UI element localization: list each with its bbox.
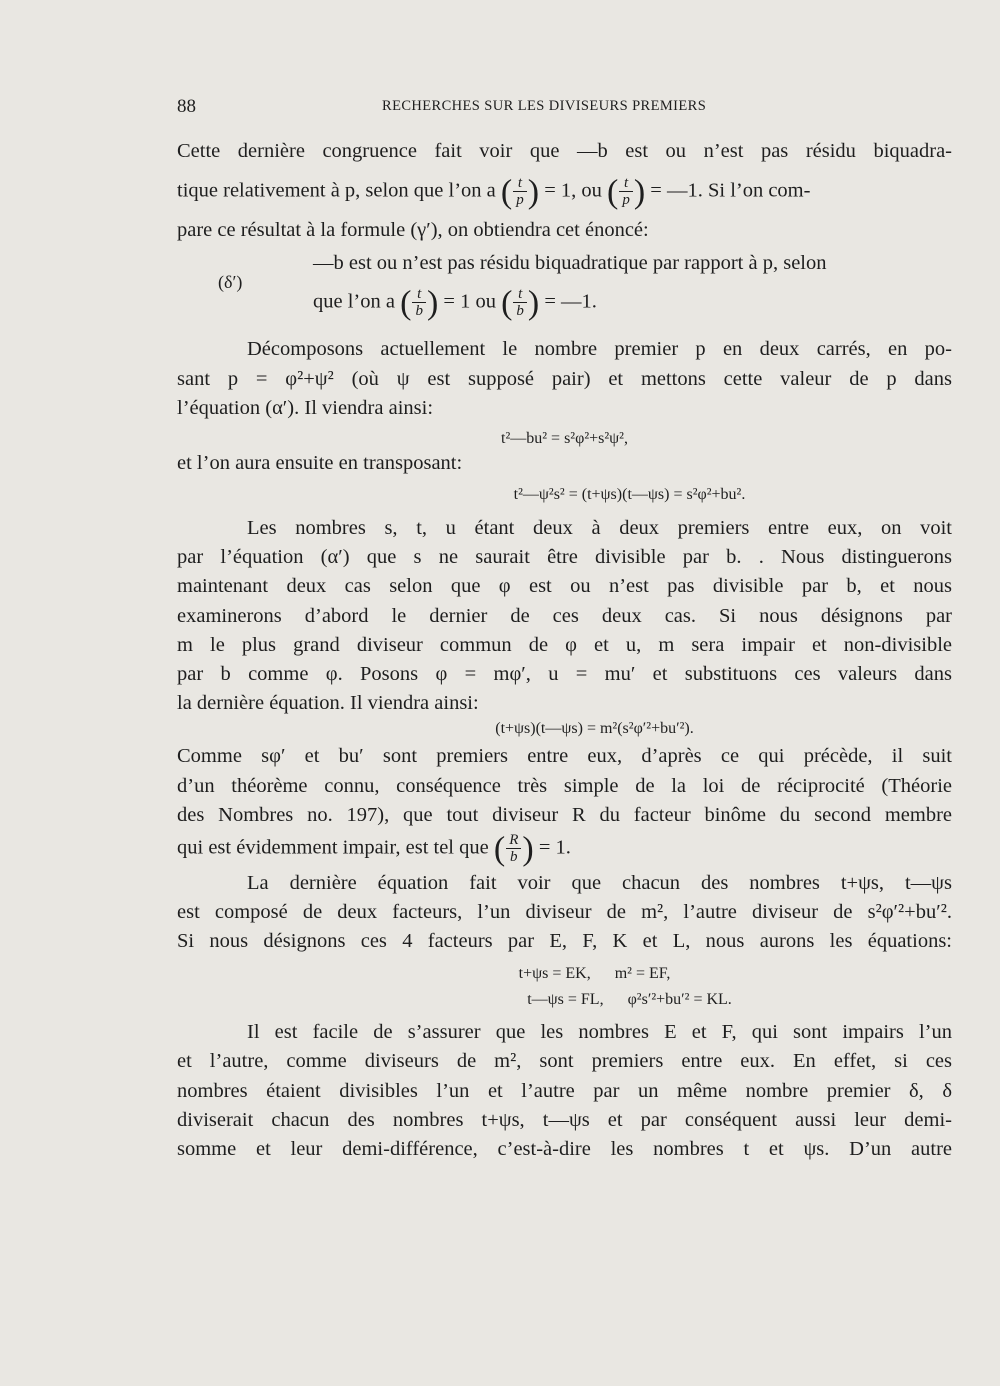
equation: (t+ψs)(t—ψs) = m²(s²φ′²+bu′²). — [495, 720, 694, 737]
text-span: = 1, ou — [544, 179, 602, 202]
equation: t²—bu² = s²φ²+s²ψ², — [501, 430, 628, 447]
theorem-line-with-fractions: que l’on a ( $\frac{t}{b}$ ) = 1 ou ( $\frac{t}{b}$ ) = —1. — [313, 284, 597, 322]
text-line-with-fraction: qui est évidemment impair, est tel que ( $\frac{R}{b}$ ) = 1. — [177, 830, 571, 868]
page-number: 88 — [177, 96, 196, 117]
text-line: examinerons d’abord le dernier de ces deux cas. Si nous désignons par — [177, 605, 952, 627]
fraction: $\frac{t}{b}$ — [412, 287, 426, 319]
fraction: $\frac{t}{p}$ — [513, 176, 527, 208]
running-title: RECHERCHES SUR LES DIVISEURS PREMIERS — [382, 98, 707, 114]
text-line: et l’autre, comme diviseurs de m², sont premiers entre eux. En effet, si ces — [177, 1050, 952, 1072]
text-line: l’équation (α′). Il viendra ainsi: — [177, 397, 434, 419]
text-line: sant p = φ²+ψ² (où ψ est supposé pair) et mettons cette valeur de p dans — [177, 368, 952, 390]
text-line: somme et leur demi-différence, c’est-à-dire les nombres t et ψs. D’un autre — [177, 1138, 952, 1160]
text-line-with-fractions: tique relativement à p, selon que l’on a ( $\frac{t}{p}$ ) = 1, ou ( $\frac{t}{p}$ ) = —1. Si l’on com- — [177, 173, 811, 211]
text-line: La dernière équation fait voir que chacun des nombres t+ψs, t—ψs — [247, 872, 952, 894]
text-line: est composé de deux facteurs, l’un diviseur de m², l’autre diviseur de s²φ′²+bu′². — [177, 901, 952, 923]
text-line: Décomposons actuellement le nombre premier p en deux carrés, en po- — [247, 338, 952, 360]
text-line: diviserait chacun des nombres t+ψs, t—ψs et par conséquent aussi leur demi- — [177, 1109, 952, 1131]
text-line: maintenant deux cas selon que φ est ou n’est pas divisible par b, et nous — [177, 575, 952, 597]
fraction: $\frac{t}{b}$ — [513, 287, 527, 319]
theorem-line: —b est ou n’est pas résidu biquadratique par rapport à p, selon — [313, 252, 827, 274]
text-line: pare ce résultat à la formule (γ′), on obtiendra cet énoncé: — [177, 219, 649, 241]
text-span: = 1. — [538, 836, 571, 859]
formula-label: (δ′) — [218, 272, 243, 292]
text-line: la dernière équation. Il viendra ainsi: — [177, 692, 479, 714]
text-line: par b comme φ. Posons φ = mφ′, u = mu′ et substituons ces valeurs dans — [177, 663, 952, 685]
text-span: que l’on a — [313, 290, 395, 313]
equation: t+ψs = EK, m² = EF, — [518, 965, 671, 982]
text-span: qui est évidemment impair, est tel que — [177, 836, 489, 859]
text-line: m le plus grand diviseur commun de φ et u, m sera impair et non-divisible — [177, 634, 952, 656]
text-line: Il est facile de s’assurer que les nombres E et F, qui sont impairs l’un — [247, 1021, 952, 1043]
text-span: = —1. — [544, 290, 597, 313]
text-line: Cette dernière congruence fait voir que —b est ou n’est pas résidu biquadra- — [177, 140, 952, 162]
text-line: et l’on aura ensuite en transposant: — [177, 452, 463, 474]
text-line: par l’équation (α′) que s ne saurait être divisible par b. . Nous distinguerons — [177, 546, 952, 568]
text-span: = —1. Si l’on com- — [650, 179, 811, 202]
text-line: Si nous désignons ces 4 facteurs par E, F, K et L, nous aurons les équations: — [177, 930, 952, 952]
fraction: $\frac{R}{b}$ — [506, 833, 521, 865]
equation: t²—ψ²s² = (t+ψs)(t—ψs) = s²φ²+bu². — [513, 486, 746, 503]
text-line: nombres étaient divisibles l’un et l’autre par un même nombre premier δ, δ — [177, 1080, 952, 1102]
text-line: Les nombres s, t, u étant deux à deux premiers entre eux, on voit — [247, 517, 952, 539]
text-span: tique relativement à p, selon que l’on a — [177, 179, 496, 202]
text-line: d’un théorème connu, conséquence très simple de la loi de réciprocité (Théorie — [177, 775, 952, 797]
text-line: des Nombres no. 197), que tout diviseur R du facteur binôme du second membre — [177, 804, 952, 826]
equation: t—ψs = FL, φ²s′²+bu′² = KL. — [527, 991, 732, 1008]
page-header — [177, 96, 952, 120]
text-line: Comme sφ′ et bu′ sont premiers entre eux, d’après ce qui précède, il suit — [177, 745, 952, 767]
fraction: $\frac{t}{p}$ — [619, 176, 633, 208]
text-span: = 1 ou — [443, 290, 496, 313]
